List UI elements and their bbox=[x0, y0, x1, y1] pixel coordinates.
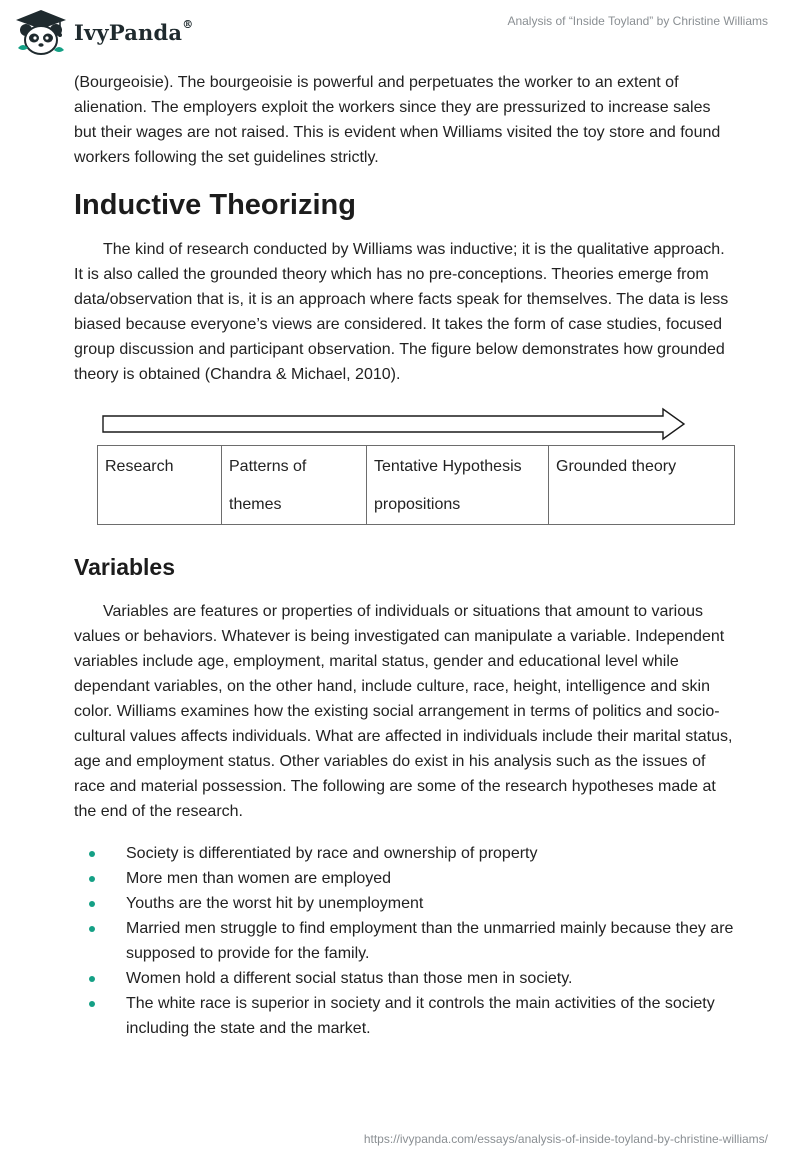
list-item: Youths are the worst hit by unemployment bbox=[74, 891, 734, 916]
brand-name: IvyPanda® bbox=[74, 17, 194, 45]
bullet-icon bbox=[89, 926, 95, 932]
bullet-icon bbox=[89, 876, 95, 882]
process-table bbox=[97, 445, 735, 525]
list-item: Women hold a different social status than those men in society. bbox=[74, 966, 734, 991]
inductive-paragraph: The kind of research conducted by Williams was inductive; it is the qualitative approach. It is also called the grounded theory which has no pre-conceptions. Theories emerge from data/observation that is, it is an approach where facts speak for themselves. The data is less biased because everyone’s views are considered. It takes the form of case studies, focused group discussion and participant observation. The figure below demonstrates how grounded theory is obtained (Chandra & Michael, 2010). bbox=[74, 241, 729, 383]
list-item: More men than women are employed bbox=[74, 866, 734, 891]
step-research: Research bbox=[98, 446, 222, 525]
brand-logo[interactable] bbox=[14, 8, 193, 56]
list-item: Married men struggle to find employment than the unmarried mainly because they are supposed to provide for the family. bbox=[74, 916, 734, 966]
step-grounded-theory: Grounded theory bbox=[549, 446, 735, 525]
list-item: The white race is superior in society and it controls the main activities of the society including the state and the market. bbox=[74, 991, 734, 1041]
bullet-icon bbox=[89, 901, 95, 907]
process-row bbox=[98, 446, 735, 525]
bullet-icon bbox=[89, 851, 95, 857]
page-header bbox=[0, 0, 800, 70]
list-item: Society is differentiated by race and ownership of property bbox=[74, 841, 734, 866]
right-arrow-icon bbox=[102, 407, 686, 441]
source-url[interactable]: https://ivypanda.com/essays/analysis-of-inside-toyland-by-christine-williams/ bbox=[363, 1132, 768, 1146]
panda-graduate-icon bbox=[14, 8, 68, 56]
step-patterns-of-themes: Patterns of themes bbox=[222, 446, 367, 525]
essay-content bbox=[74, 70, 734, 1041]
heading-inductive-theorizing: Inductive Theorizing bbox=[74, 189, 356, 221]
variables-paragraph: Variables are features or properties of individuals or situations that amount to various values or behaviors. Whatever is being investigated can manipulate a variable. Independent variables include age, employment, marital status, gender and educational level while dependant variables, on the other hand, include culture, race, height, intelligence and skin color. Williams examines how the existing social arrangement in terms of politics and socio-cultural values affects individuals. What are affected in individuals include their marital status, age and employment status. Other variables do exist in his analysis such as the issues of race and material possession. The following are some of the research hypotheses made at the end of the research. bbox=[74, 603, 733, 820]
bullet-icon bbox=[89, 976, 95, 982]
grounded-theory-figure bbox=[97, 407, 759, 519]
heading-variables: Variables bbox=[74, 554, 176, 580]
step-tentative-hypothesis: Tentative Hypothesis propositions bbox=[367, 446, 549, 525]
document-title: Analysis of “Inside Toyland” by Christine Williams bbox=[507, 14, 768, 28]
hypotheses-list bbox=[74, 841, 734, 1041]
bullet-icon bbox=[89, 1001, 95, 1007]
intro-paragraph: (Bourgeoisie). The bourgeoisie is powerful and perpetuates the worker to an extent of alienation. The employers exploit the workers since they are pressurized to increase sales but their wages are not raised. This is evident when Williams visited the toy store and found workers following the set guidelines strictly. bbox=[74, 74, 721, 166]
